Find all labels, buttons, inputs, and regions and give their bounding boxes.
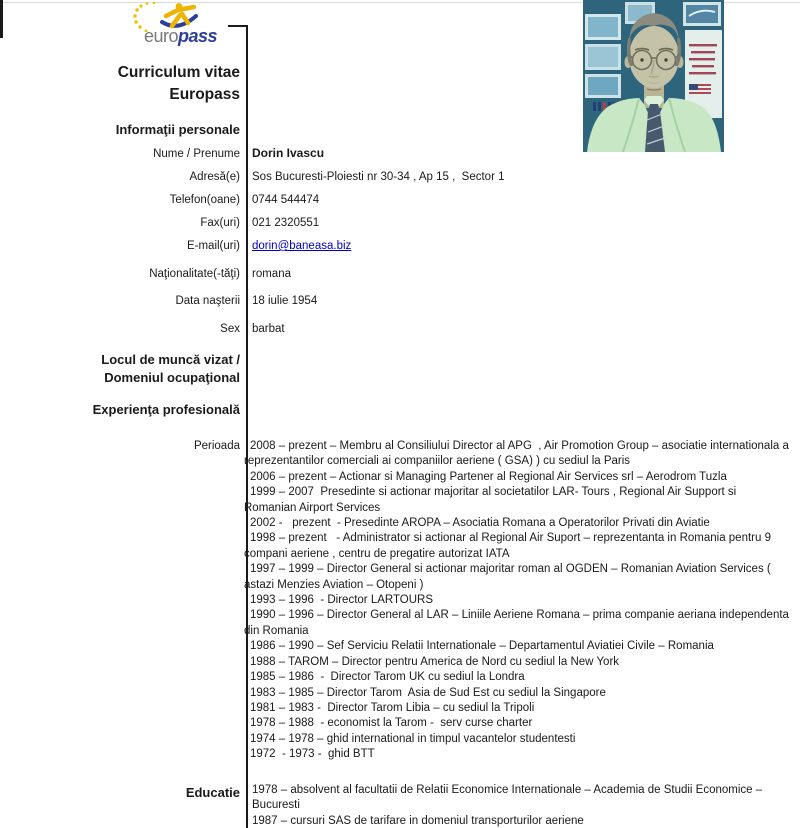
experience-entry: 1972 - 1973 - ghid BTT bbox=[250, 748, 375, 761]
email-label: E-mail(uri) bbox=[186, 240, 240, 252]
portrait-photo bbox=[583, 0, 724, 152]
telefon-value: 0744 544474 bbox=[252, 194, 320, 206]
experience-entry: 1990 – 1996 – Director General al LAR – Liniile Aeriene Romana – prima companie aeriana independenta din Romania bbox=[244, 609, 796, 637]
data-nasterii-label: Data naşterii bbox=[175, 295, 240, 307]
experience-entry: 1997 – 1999 – Director General si actionar majoritar roman al OGDEN – Romanian Aviation Services ( astazi Menzies Aviation – Otopeni ) bbox=[244, 563, 774, 591]
experience-entries bbox=[244, 439, 796, 763]
email-link[interactable]: dorin@baneasa.biz bbox=[252, 240, 352, 252]
experience-entry: 1981 – 1983 - Director Tarom Libia – cu sediul la Tripoli bbox=[250, 701, 535, 714]
europass-wordmark bbox=[144, 26, 217, 46]
fax-label: Fax(uri) bbox=[200, 217, 240, 229]
section-educatie: Educatie bbox=[185, 785, 240, 800]
telefon-label: Telefon(oane) bbox=[169, 194, 240, 206]
nume-prenume-value: Dorin Ivascu bbox=[252, 146, 325, 160]
fax-value: 021 2320551 bbox=[252, 217, 320, 229]
sex-label: Sex bbox=[220, 323, 240, 335]
data-nasterii-value: 18 iulie 1954 bbox=[252, 295, 318, 307]
page-title-line1: Curriculum vitae bbox=[117, 64, 240, 81]
adresa-label: Adresă(e) bbox=[189, 171, 240, 183]
logo-text-pass: pass bbox=[178, 26, 218, 46]
experience-entry: 1985 – 1986 - Director Tarom UK cu sediul la Londra bbox=[250, 671, 525, 684]
section-informatii-personale: Informaţii personale bbox=[115, 122, 240, 137]
experience-entry: 1978 – 1988 - economist la Tarom - serv curse charter bbox=[250, 717, 533, 730]
experience-entry: 1974 – 1978 – ghid international in timpul vacantelor studentesti bbox=[250, 732, 576, 745]
section-locul-de-munca-line2: Domeniul ocupaţional bbox=[104, 370, 240, 385]
logo-text-euro: euro bbox=[144, 26, 179, 46]
experience-entry: 1983 – 1985 – Director Tarom Asia de Sud Est cu sediul la Singapore bbox=[250, 686, 606, 699]
table-corner-line bbox=[228, 25, 247, 27]
education-entries bbox=[252, 783, 790, 828]
section-experienta-profesionala: Experienţa profesională bbox=[92, 402, 240, 417]
experience-entry: 1999 – 2007 Presedinte si actionar majoritar al societatilor LAR- Tours , Regional Air Support si Romanian Airport Services bbox=[244, 486, 740, 514]
nationalitate-value: romana bbox=[252, 268, 291, 280]
education-entry: 1987 – cursuri SAS de tarifare in domeniul transporturilor aeriene bbox=[252, 814, 584, 827]
education-entry: 1978 – absolvent al facultatii de Relatii Economice Internationale – Academia de Studii Economice – Bucuresti bbox=[252, 784, 766, 812]
nume-prenume-label: Nume / Prenume bbox=[153, 148, 240, 160]
nationalitate-label: Naţionalitate(-tăţi) bbox=[149, 268, 240, 280]
sex-value: barbat bbox=[252, 323, 285, 335]
experience-entry: 1986 – 1990 – Sef Serviciu Relatii Internationale – Departamentul Aviatiei Civile – Romania bbox=[250, 640, 714, 653]
experience-entry: 2008 – prezent – Membru al Consiliului Director al APG , Air Promotion Group – asociatie internationala a reprezentantilor comerciali ai companiilor aeriene ( GSA) ) cu sediul la Paris bbox=[244, 440, 793, 468]
section-locul-de-munca-line1: Locul de muncă vizat / bbox=[101, 352, 240, 367]
page-title-line2: Europass bbox=[169, 86, 240, 103]
experience-entry: 2006 – prezent – Actionar si Managing Partener al Regional Air Services srl – Aerodrom Tuzla bbox=[250, 470, 727, 483]
experience-entry: 2002 - prezent - Presedinte AROPA – Asociatia Romana a Operatorilor Privati din Aviatie bbox=[250, 517, 710, 530]
left-edge-mark bbox=[0, 0, 3, 38]
adresa-value: Sos Bucuresti-Ploiesti nr 30-34 , Ap 15 , Sector 1 bbox=[252, 171, 505, 183]
email-value-cell bbox=[252, 239, 351, 253]
perioada-label: Perioada bbox=[193, 440, 240, 452]
experience-entry: 1993 – 1996 - Director LARTOURS bbox=[250, 594, 434, 607]
experience-entry: 1998 – prezent - Administrator si actionar al Regional Air Suport – reprezentanta in Romania pentru 9 compani aeriene , centru de pregatire autorizat IATA bbox=[244, 532, 775, 560]
experience-entry: 1988 – TAROM – Director pentru America de Nord cu sediul la New York bbox=[250, 655, 620, 668]
